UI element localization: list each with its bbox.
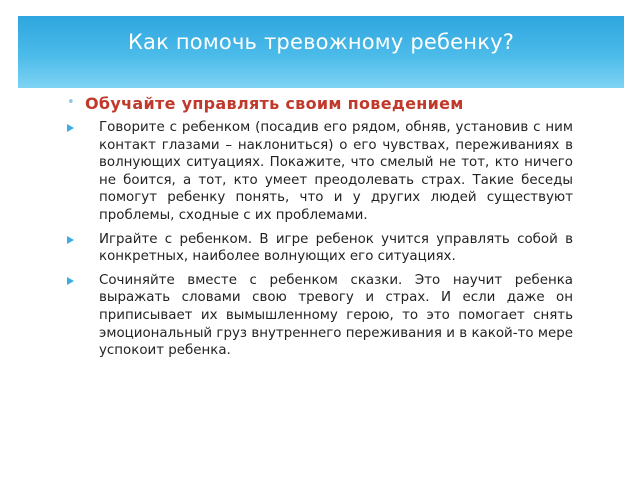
section-heading: Обучайте управлять своим поведением xyxy=(85,94,464,113)
triangle-bullet-icon xyxy=(67,277,74,285)
triangle-bullet-icon xyxy=(67,124,74,132)
heading-row xyxy=(67,94,573,113)
slide-title: Как помочь тревожному ребенку? xyxy=(127,30,515,54)
bullet-item xyxy=(67,119,573,225)
triangle-bullet-icon xyxy=(67,236,74,244)
bullet-item xyxy=(67,272,573,360)
dot-bullet-icon: • xyxy=(67,95,75,110)
bullet-text: Говорите с ребенком (посадив его рядом, обняв, установив с ним контакт глазами – наклониться) о его чувствах, переживаниях в волнующих ситуациях. Покажите, что смелый не тот, кто ничего не боится, а тот, кто умеет преодолевать страх. Такие беседы помогут ребенку понять, что и у других людей существуют проблемы, сходные с их проблемами. xyxy=(99,120,573,223)
slide-content xyxy=(67,94,573,366)
bullet-list xyxy=(67,119,573,360)
bullet-text: Играйте с ребенком. В игре ребенок учится управлять собой в конкретных, наиболее волнующих его ситуациях. xyxy=(99,231,573,265)
bullet-item xyxy=(67,231,573,266)
title-bar xyxy=(18,16,624,88)
bullet-text: Сочиняйте вместе с ребенком сказки. Это научит ребенка выражать словами свою тревогу и страх. И если даже он приписывает их вымышленному герою, то это помогает снять эмоциональный груз внутреннего переживания и в какой-то мере успокоит ребенка. xyxy=(99,272,573,359)
